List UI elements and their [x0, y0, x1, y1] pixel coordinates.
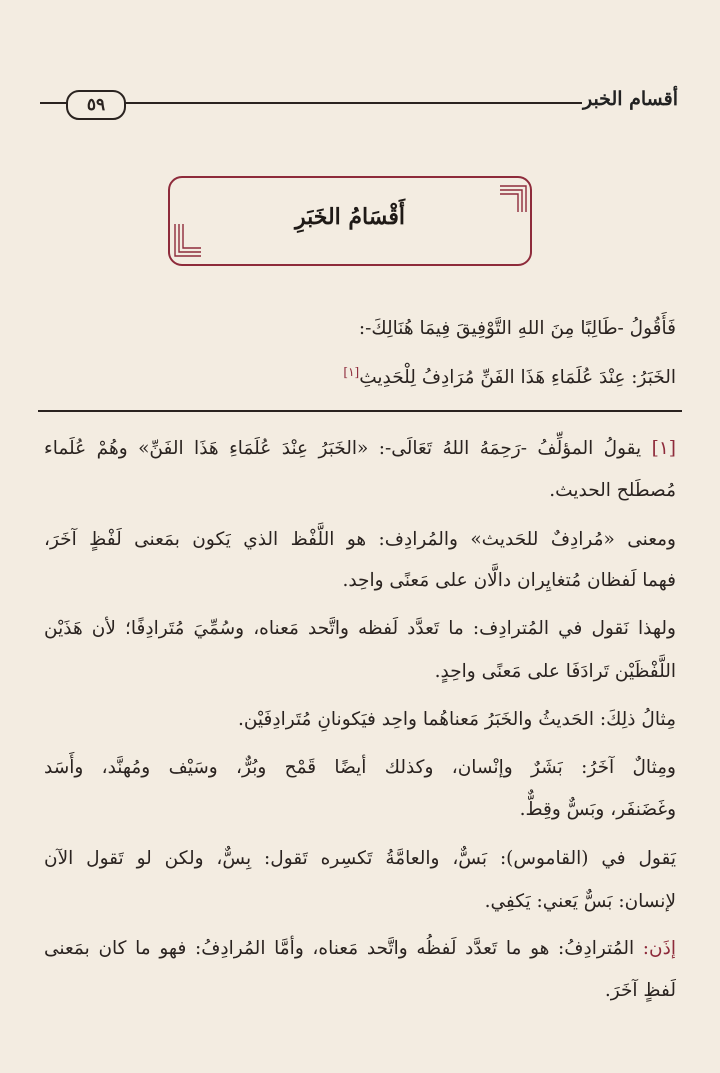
- commentary-line: وغَضَنفَر، وبَسٌّ وقِطٌّ.: [519, 799, 676, 820]
- commentary-text: يقولُ المؤلِّفُ -رَحِمَهُ اللهُ تَعَالَى-: «الخَبَرُ عِنْدَ عُلَمَاءِ هَذَا الفَنِّ» وهُمْ عُلَماء: [44, 438, 652, 459]
- main-text: الخَبَرُ: عِنْدَ عُلَمَاءِ هَذَا الفَنِّ مُرَادِفُ لِلْحَدِيثِ: [359, 367, 676, 389]
- commentary-line: ومِثالٌ آخَرُ: بَشَرٌ وإنْسان، وكذلك أيضًا قَمْح وبُرٌّ، وسَيْف ومُهنَّد، وأَسَد: [44, 757, 676, 778]
- commentary-text: المُترادِفُ: هو ما تَعدَّد لَفظُه واتَّحد مَعناه، وأمَّا المُرادِفُ: فهو ما كان بمَعنى: [44, 938, 643, 959]
- commentary-line: مُصطَلح الحديث.: [549, 480, 676, 501]
- page-number: ٥٩: [66, 90, 126, 120]
- commentary-line: يَقول في (القاموس): بَسٌّ، والعامَّةُ تَكسِره تَقول: بِسٌّ، ولكن لو تَقول الآن: [44, 848, 676, 869]
- running-header-title: أقسام الخبر: [582, 88, 678, 110]
- main-text-line: [44, 366, 676, 388]
- footnote-marker: [١]: [651, 438, 676, 459]
- commentary-line: [44, 940, 676, 959]
- commentary-line: لإنسان: بَسٌّ يَعني: يَكفِي.: [484, 891, 676, 912]
- commentary-line: اللَّفْظَيْن تَرادَفَا على مَعنًى واحِدٍ.: [434, 661, 676, 682]
- commentary-line: فهما لَفظان مُتغايِران دالَّان على مَعنًى واحِد.: [342, 570, 676, 591]
- emphasis-word: إذَن:: [642, 938, 676, 959]
- commentary-line: ولهذا نَقول في المُترادِف: ما تَعدَّد لَفظه واتَّحد مَعناه، وسُمِّيَ مُتَرادِفًا؛ لأن هَذَيْن: [44, 618, 676, 639]
- commentary-line: مِثالُ ذلِكَ: الحَديثُ والخَبَرُ مَعناهُما واحِد فيَكونانِ مُتَرادِفَيْن.: [237, 709, 676, 730]
- footnote-reference: [١]: [343, 365, 360, 379]
- commentary-line: ومعنى «مُرادِفٌ للحَديث» والمُرادِف: هو اللَّفْظ الذي يَكون بمَعنى لَفْظٍ آخَرَ،: [44, 529, 676, 550]
- commentary-line: [44, 440, 676, 459]
- commentary-line: لَفظٍ آخَرَ.: [604, 980, 676, 1001]
- footnote-separator: [38, 410, 682, 412]
- main-text-line: فَأَقُولُ -طَالِبًا مِنَ اللهِ التَّوْفِيقَ فِيمَا هُنَالِكَ-:: [358, 318, 676, 339]
- section-title: أَقْسَامُ الخَبَرِ: [294, 204, 406, 230]
